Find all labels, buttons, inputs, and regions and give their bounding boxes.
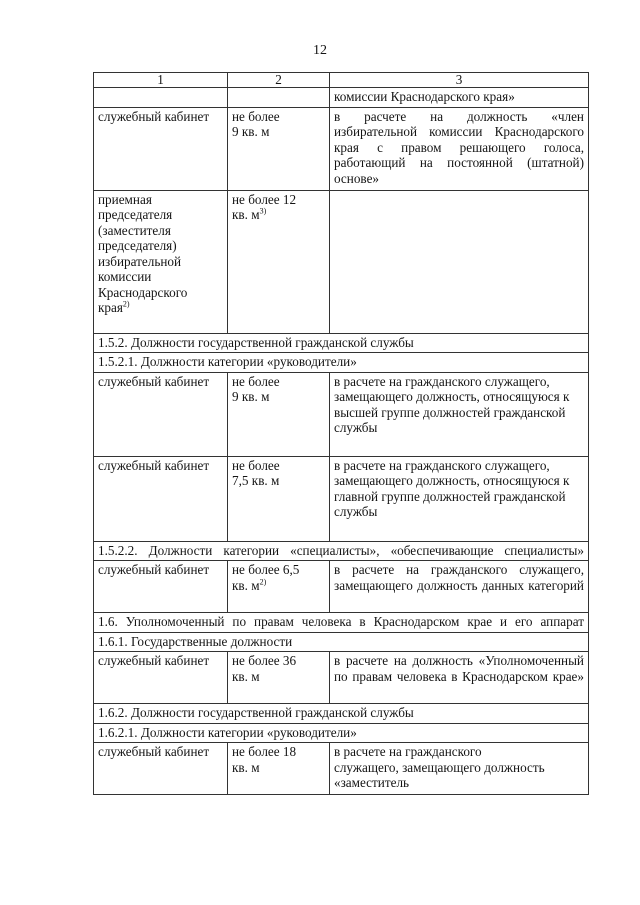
table-header-row xyxy=(94,73,589,88)
table-row xyxy=(94,190,589,333)
header-col-3: 3 xyxy=(330,73,589,88)
room-type: служебный кабинет xyxy=(94,372,228,456)
calculation-basis xyxy=(330,190,589,333)
section-row xyxy=(94,632,589,652)
room-type: служебный кабинет xyxy=(94,107,228,190)
table-row xyxy=(94,652,589,704)
header-col-1: 1 xyxy=(94,73,228,88)
section-heading: 1.6. Уполномоченный по правам человека в Краснодарском крае и его аппарат xyxy=(94,613,589,633)
area-norm: не более 7,5 кв. м xyxy=(228,456,330,541)
calculation-basis: в расчете на гражданского служащего, замещающего должность, относящуюся к главной группе должностей гражданской службы xyxy=(330,456,589,541)
section-row xyxy=(94,613,589,633)
section-row xyxy=(94,723,589,743)
area-norm: не более 12 кв. $м^{3)}$ xyxy=(228,190,330,333)
calculation-basis: в расчете на гражданского служащего, замещающего должность, относящуюся к высшей группе должностей гражданской службы xyxy=(330,372,589,456)
section-row xyxy=(94,704,589,724)
area-norm: не более 6,5 кв. $м^{2)}$ xyxy=(228,561,330,613)
section-heading: 1.5.2.2. Должности категории «специалисты», «обеспечивающие специалисты» xyxy=(94,541,589,561)
footnote-ref: 2) xyxy=(259,577,267,587)
section-heading: 1.6.1. Государственные должности xyxy=(94,632,589,652)
table-row xyxy=(94,456,589,541)
room-type: служебный кабинет xyxy=(94,561,228,613)
area-norm: не более 9 кв. м xyxy=(228,107,330,190)
page-number: 12 xyxy=(313,43,327,58)
table-row xyxy=(94,107,589,190)
calculation-basis: в расчете на должность «член избирательной комиссии Краснодарского края с правом решающего голоса, работающий на постоянной (штатной) основе» xyxy=(330,107,589,190)
area-norm: не более 9 кв. м xyxy=(228,372,330,456)
room-type: приемная председателя (заместителя председателя) избирательной комиссии Краснодарского края$^{2)}$ xyxy=(94,190,228,333)
section-row xyxy=(94,541,589,561)
calculation-basis: в расчете на гражданского служащего, замещающего должность «заместитель xyxy=(330,743,589,795)
norms-table xyxy=(93,72,589,795)
section-heading: 1.6.2.1. Должности категории «руководители» xyxy=(94,723,589,743)
continuation-text: комиссии Краснодарского края» xyxy=(330,88,589,108)
header-col-2: 2 xyxy=(228,73,330,88)
room-type: служебный кабинет xyxy=(94,743,228,795)
table-row xyxy=(94,561,589,613)
section-row xyxy=(94,353,589,373)
area-norm: не более 18 кв. м xyxy=(228,743,330,795)
footnote-ref: 3) xyxy=(259,206,267,216)
table-row xyxy=(94,372,589,456)
calculation-basis: в расчете на гражданского служащего, замещающего должность данных категорий xyxy=(330,561,589,613)
room-type: служебный кабинет xyxy=(94,456,228,541)
section-row xyxy=(94,333,589,353)
room-type: служебный кабинет xyxy=(94,652,228,704)
section-heading: 1.5.2.1. Должности категории «руководители» xyxy=(94,353,589,373)
calculation-basis: в расчете на должность «Уполномоченный по правам человека в Краснодарском крае» xyxy=(330,652,589,704)
section-heading: 1.6.2. Должности государственной гражданской службы xyxy=(94,704,589,724)
area-norm: не более 36 кв. м xyxy=(228,652,330,704)
footnote-ref: 2) xyxy=(122,299,130,309)
section-heading: 1.5.2. Должности государственной гражданской службы xyxy=(94,333,589,353)
table-row xyxy=(94,743,589,795)
table-row xyxy=(94,88,589,108)
